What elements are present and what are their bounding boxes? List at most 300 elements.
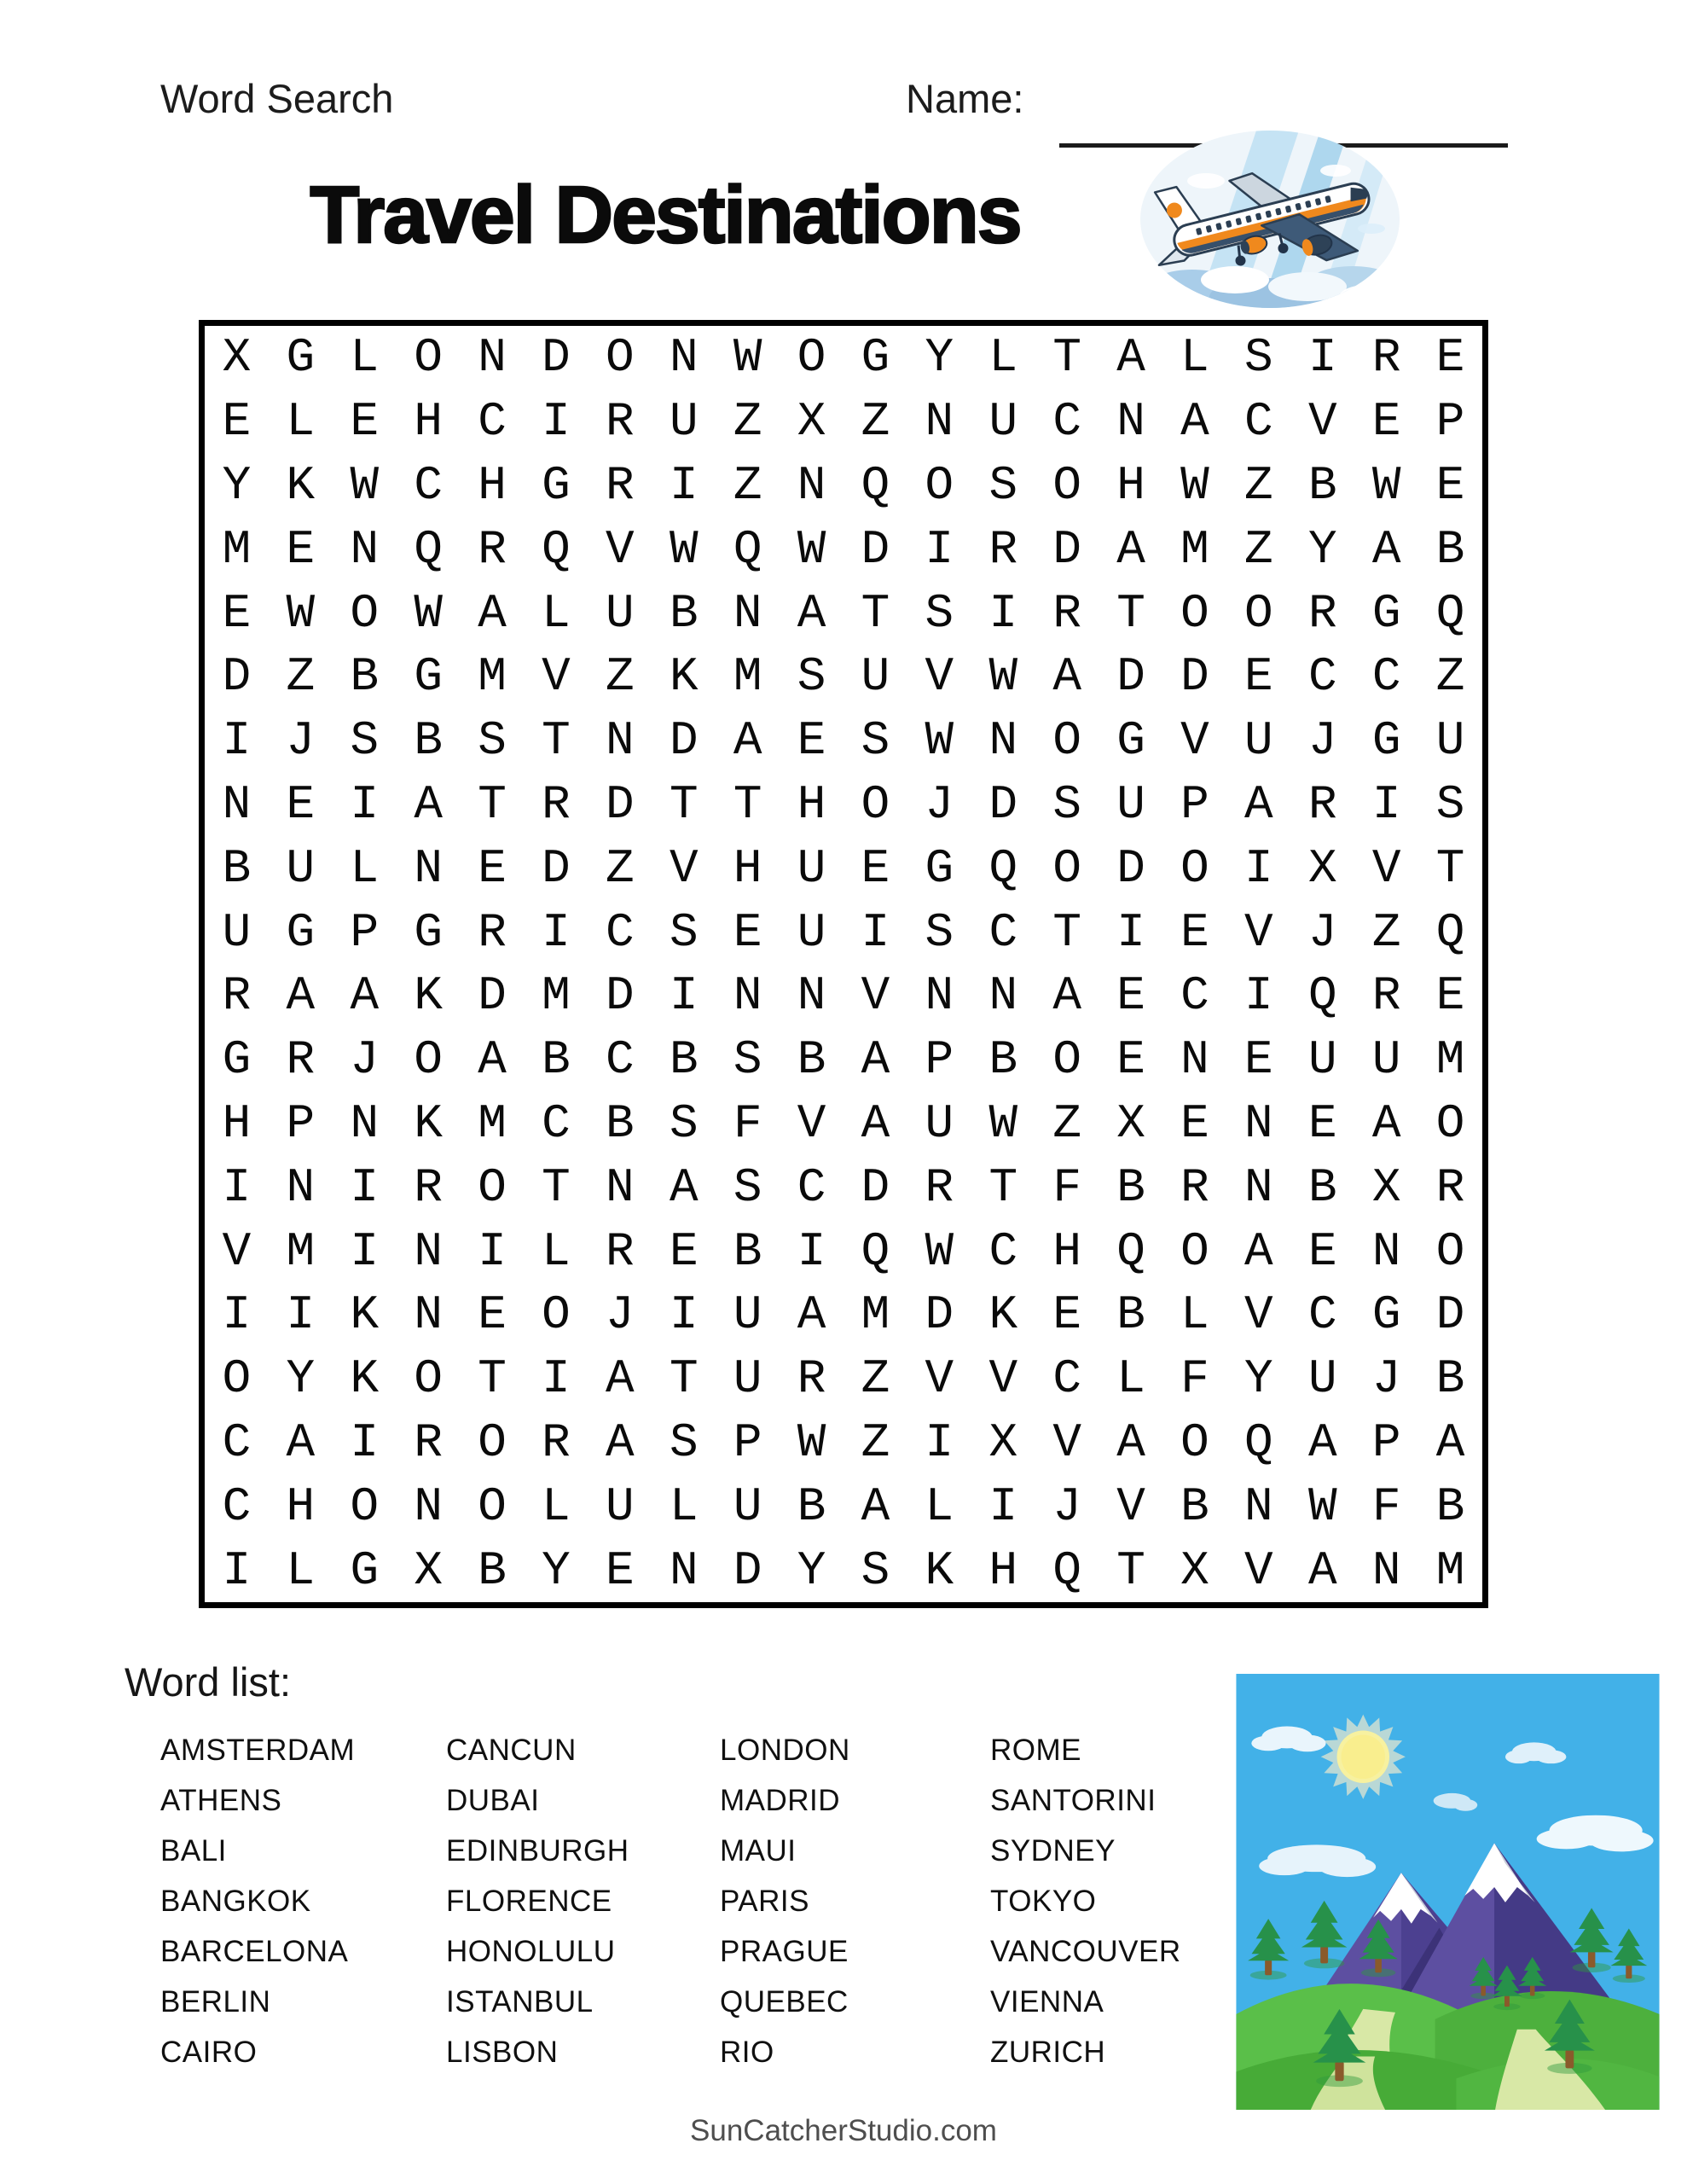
grid-letter[interactable]: L [286,394,316,450]
grid-letter[interactable]: Z [861,1351,890,1407]
grid-letter[interactable]: T [669,1351,699,1407]
grid-letter[interactable]: Y [542,1542,571,1598]
grid-letter[interactable]: U [1307,1032,1337,1088]
grid-letter[interactable]: C [1307,1287,1337,1343]
grid-letter[interactable]: Y [286,1351,316,1407]
grid-letter[interactable]: I [222,713,252,769]
grid-letter[interactable]: Q [1244,1414,1273,1470]
grid-letter[interactable]: S [925,904,954,960]
grid-letter[interactable]: D [861,521,890,577]
grid-letter[interactable]: Q [988,840,1018,896]
grid-letter[interactable]: W [733,330,762,386]
grid-letter[interactable]: R [478,521,507,577]
grid-letter[interactable]: R [414,1414,443,1470]
grid-letter[interactable]: L [925,1478,954,1534]
grid-letter[interactable]: E [1244,1032,1273,1088]
grid-letter[interactable]: B [350,649,380,705]
grid-letter[interactable]: Z [606,840,635,896]
grid-letter[interactable]: X [797,394,826,450]
grid-letter[interactable]: I [988,1478,1018,1534]
grid-letter[interactable]: R [414,1159,443,1215]
grid-letter[interactable]: E [286,521,316,577]
grid-letter[interactable]: U [733,1478,762,1534]
grid-letter[interactable]: E [733,904,762,960]
grid-letter[interactable]: V [669,840,699,896]
grid-letter[interactable]: A [1180,394,1209,450]
grid-letter[interactable]: E [1180,1095,1209,1151]
grid-letter[interactable]: I [669,968,699,1024]
grid-letter[interactable]: I [1244,968,1273,1024]
grid-letter[interactable]: P [1435,394,1465,450]
grid-letter[interactable]: M [1180,521,1209,577]
grid-letter[interactable]: N [1244,1159,1273,1215]
grid-letter[interactable]: A [1116,1414,1145,1470]
grid-letter[interactable]: Y [1244,1351,1273,1407]
grid-letter[interactable]: C [222,1478,252,1534]
grid-letter[interactable]: D [1116,649,1145,705]
grid-letter[interactable]: H [797,776,826,832]
grid-letter[interactable]: U [733,1351,762,1407]
grid-letter[interactable]: Q [542,521,571,577]
grid-letter[interactable]: S [1244,330,1273,386]
grid-letter[interactable]: B [414,713,443,769]
grid-letter[interactable]: G [286,330,316,386]
grid-letter[interactable]: S [669,1414,699,1470]
grid-letter[interactable]: G [1116,713,1145,769]
grid-letter[interactable]: A [1116,330,1145,386]
grid-letter[interactable]: B [478,1542,507,1598]
grid-letter[interactable]: C [606,1032,635,1088]
grid-letter[interactable]: B [669,1032,699,1088]
grid-letter[interactable]: E [222,394,252,450]
grid-letter[interactable]: O [1244,585,1273,641]
grid-letter[interactable]: N [478,330,507,386]
grid-letter[interactable]: M [222,521,252,577]
grid-letter[interactable]: R [606,1223,635,1279]
grid-letter[interactable]: E [1116,1032,1145,1088]
grid-letter[interactable]: C [1244,394,1273,450]
grid-letter[interactable]: O [925,457,954,513]
grid-letter[interactable]: B [1116,1159,1145,1215]
grid-letter[interactable]: O [1180,1414,1209,1470]
grid-letter[interactable]: V [1180,713,1209,769]
grid-letter[interactable]: E [286,776,316,832]
grid-letter[interactable]: S [733,1159,762,1215]
grid-letter[interactable]: O [350,1478,380,1534]
grid-letter[interactable]: Z [1244,521,1273,577]
grid-letter[interactable]: N [988,713,1018,769]
grid-letter[interactable]: J [925,776,954,832]
grid-letter[interactable]: S [988,457,1018,513]
grid-letter[interactable]: L [542,1478,571,1534]
grid-letter[interactable]: A [478,1032,507,1088]
grid-letter[interactable]: A [286,968,316,1024]
grid-letter[interactable]: J [1307,713,1337,769]
grid-letter[interactable]: J [1052,1478,1081,1534]
grid-letter[interactable]: L [1180,330,1209,386]
grid-letter[interactable]: A [733,713,762,769]
grid-letter[interactable]: V [988,1351,1018,1407]
grid-letter[interactable]: D [1435,1287,1465,1343]
grid-letter[interactable]: D [542,840,571,896]
grid-letter[interactable]: R [1307,776,1337,832]
grid-letter[interactable]: M [542,968,571,1024]
grid-letter[interactable]: O [478,1159,507,1215]
grid-letter[interactable]: E [478,840,507,896]
grid-letter[interactable]: Z [733,457,762,513]
grid-letter[interactable]: I [222,1287,252,1343]
grid-letter[interactable]: I [222,1159,252,1215]
grid-letter[interactable]: N [1371,1542,1401,1598]
grid-letter[interactable]: A [606,1414,635,1470]
grid-letter[interactable]: K [925,1542,954,1598]
grid-letter[interactable]: X [222,330,252,386]
grid-letter[interactable]: T [542,713,571,769]
grid-letter[interactable]: F [733,1095,762,1151]
grid-letter[interactable]: D [988,776,1018,832]
grid-letter[interactable]: I [925,521,954,577]
grid-letter[interactable]: L [988,330,1018,386]
grid-letter[interactable]: E [1435,968,1465,1024]
grid-letter[interactable]: M [733,649,762,705]
grid-letter[interactable]: E [478,1287,507,1343]
grid-letter[interactable]: G [1371,585,1401,641]
grid-letter[interactable]: Q [733,521,762,577]
grid-letter[interactable]: G [350,1542,380,1598]
grid-letter[interactable]: B [1307,1159,1337,1215]
grid-letter[interactable]: A [797,1287,826,1343]
grid-letter[interactable]: D [861,1159,890,1215]
grid-letter[interactable]: R [478,904,507,960]
grid-letter[interactable]: W [1180,457,1209,513]
grid-letter[interactable]: R [286,1032,316,1088]
grid-letter[interactable]: V [1371,840,1401,896]
grid-letter[interactable]: C [988,904,1018,960]
grid-letter[interactable]: H [478,457,507,513]
grid-letter[interactable]: S [1435,776,1465,832]
grid-letter[interactable]: D [606,968,635,1024]
grid-letter[interactable]: Q [414,521,443,577]
grid-letter[interactable]: B [1180,1478,1209,1534]
grid-letter[interactable]: R [1052,585,1081,641]
grid-letter[interactable]: I [925,1414,954,1470]
grid-letter[interactable]: K [988,1287,1018,1343]
grid-letter[interactable]: R [1435,1159,1465,1215]
grid-letter[interactable]: X [1180,1542,1209,1598]
grid-letter[interactable]: L [1116,1351,1145,1407]
grid-letter[interactable]: H [733,840,762,896]
grid-letter[interactable]: R [1371,330,1401,386]
grid-letter[interactable]: B [1435,1351,1465,1407]
grid-letter[interactable]: N [669,330,699,386]
grid-letter[interactable]: Z [861,394,890,450]
grid-letter[interactable]: V [222,1223,252,1279]
grid-letter[interactable]: D [222,649,252,705]
grid-letter[interactable]: A [1244,1223,1273,1279]
grid-letter[interactable]: I [1371,776,1401,832]
grid-letter[interactable]: N [1244,1095,1273,1151]
grid-letter[interactable]: Z [861,1414,890,1470]
grid-letter[interactable]: E [1180,904,1209,960]
grid-letter[interactable]: U [1435,713,1465,769]
grid-letter[interactable]: E [350,394,380,450]
grid-letter[interactable]: C [1307,649,1337,705]
grid-letter[interactable]: A [1435,1414,1465,1470]
grid-letter[interactable]: I [222,1542,252,1598]
grid-letter[interactable]: B [733,1223,762,1279]
grid-letter[interactable]: T [1052,904,1081,960]
grid-letter[interactable]: T [1116,1542,1145,1598]
grid-letter[interactable]: C [414,457,443,513]
grid-letter[interactable]: X [988,1414,1018,1470]
grid-letter[interactable]: U [606,1478,635,1534]
grid-letter[interactable]: P [286,1095,316,1151]
grid-letter[interactable]: D [669,713,699,769]
grid-letter[interactable]: S [925,585,954,641]
grid-letter[interactable]: C [988,1223,1018,1279]
grid-letter[interactable]: U [222,904,252,960]
grid-letter[interactable]: V [1244,1287,1273,1343]
grid-letter[interactable]: F [1371,1478,1401,1534]
word-search-grid[interactable] [199,320,1488,1608]
grid-letter[interactable]: S [861,713,890,769]
grid-letter[interactable]: Z [1371,904,1401,960]
grid-letter[interactable]: U [669,394,699,450]
grid-letter[interactable]: U [861,649,890,705]
grid-letter[interactable]: U [988,394,1018,450]
grid-letter[interactable]: C [1052,394,1081,450]
grid-letter[interactable]: A [414,776,443,832]
grid-letter[interactable]: W [1371,457,1401,513]
grid-letter[interactable]: O [478,1414,507,1470]
grid-letter[interactable]: E [1307,1223,1337,1279]
grid-letter[interactable]: O [478,1478,507,1534]
grid-letter[interactable]: S [478,713,507,769]
grid-letter[interactable]: I [861,904,890,960]
grid-letter[interactable]: I [1244,840,1273,896]
grid-letter[interactable]: H [1116,457,1145,513]
grid-letter[interactable]: N [414,1223,443,1279]
grid-letter[interactable]: R [542,776,571,832]
grid-letter[interactable]: C [606,904,635,960]
grid-letter[interactable]: O [414,1351,443,1407]
grid-letter[interactable]: J [606,1287,635,1343]
grid-letter[interactable]: H [988,1542,1018,1598]
grid-letter[interactable]: B [797,1478,826,1534]
grid-letter[interactable]: W [669,521,699,577]
grid-letter[interactable]: K [350,1351,380,1407]
grid-letter[interactable]: U [1244,713,1273,769]
grid-letter[interactable]: V [1116,1478,1145,1534]
grid-letter[interactable]: Q [1052,1542,1081,1598]
grid-letter[interactable]: R [542,1414,571,1470]
grid-letter[interactable]: U [1307,1351,1337,1407]
grid-letter[interactable]: O [1435,1223,1465,1279]
grid-letter[interactable]: G [861,330,890,386]
grid-letter[interactable]: I [669,1287,699,1343]
grid-letter[interactable]: N [988,968,1018,1024]
grid-letter[interactable]: O [350,585,380,641]
grid-letter[interactable]: B [669,585,699,641]
grid-letter[interactable]: Q [861,457,890,513]
grid-letter[interactable]: E [1435,330,1465,386]
grid-letter[interactable]: O [1180,1223,1209,1279]
grid-letter[interactable]: W [988,1095,1018,1151]
grid-letter[interactable]: E [1371,394,1401,450]
grid-letter[interactable]: J [1307,904,1337,960]
grid-letter[interactable]: O [542,1287,571,1343]
grid-letter[interactable]: V [1307,394,1337,450]
grid-letter[interactable]: H [286,1478,316,1534]
grid-letter[interactable]: I [1307,330,1337,386]
grid-letter[interactable]: M [286,1223,316,1279]
grid-letter[interactable]: N [606,1159,635,1215]
grid-letter[interactable]: T [861,585,890,641]
grid-letter[interactable]: X [1371,1159,1401,1215]
grid-letter[interactable]: O [1180,585,1209,641]
grid-letter[interactable]: N [1371,1223,1401,1279]
grid-letter[interactable]: N [669,1542,699,1598]
grid-letter[interactable]: G [414,904,443,960]
grid-letter[interactable]: J [1371,1351,1401,1407]
grid-letter[interactable]: O [861,776,890,832]
grid-letter[interactable]: G [1371,1287,1401,1343]
grid-letter[interactable]: O [797,330,826,386]
grid-letter[interactable]: L [542,1223,571,1279]
grid-letter[interactable]: I [797,1223,826,1279]
grid-letter[interactable]: N [733,968,762,1024]
grid-letter[interactable]: O [1052,713,1081,769]
grid-letter[interactable]: W [925,713,954,769]
grid-letter[interactable]: Z [606,649,635,705]
grid-letter[interactable]: U [1371,1032,1401,1088]
grid-letter[interactable]: V [1052,1414,1081,1470]
grid-letter[interactable]: T [478,776,507,832]
grid-letter[interactable]: A [1116,521,1145,577]
grid-letter[interactable]: O [1052,840,1081,896]
grid-letter[interactable]: D [478,968,507,1024]
grid-letter[interactable]: A [669,1159,699,1215]
grid-letter[interactable]: D [925,1287,954,1343]
grid-letter[interactable]: N [1244,1478,1273,1534]
grid-letter[interactable]: A [350,968,380,1024]
grid-letter[interactable]: R [988,521,1018,577]
grid-letter[interactable]: R [222,968,252,1024]
grid-letter[interactable]: E [606,1542,635,1598]
grid-letter[interactable]: W [988,649,1018,705]
grid-letter[interactable]: C [1052,1351,1081,1407]
grid-letter[interactable]: B [606,1095,635,1151]
grid-letter[interactable]: C [1371,649,1401,705]
grid-letter[interactable]: T [669,776,699,832]
grid-letter[interactable]: E [861,840,890,896]
grid-letter[interactable]: A [861,1095,890,1151]
grid-letter[interactable]: Q [1116,1223,1145,1279]
grid-letter[interactable]: L [286,1542,316,1598]
grid-letter[interactable]: L [350,840,380,896]
grid-letter[interactable]: N [1116,394,1145,450]
grid-letter[interactable]: A [606,1351,635,1407]
grid-letter[interactable]: N [925,968,954,1024]
grid-letter[interactable]: N [222,776,252,832]
grid-letter[interactable]: V [925,1351,954,1407]
grid-letter[interactable]: T [478,1351,507,1407]
grid-letter[interactable]: Y [1307,521,1337,577]
grid-letter[interactable]: W [925,1223,954,1279]
grid-letter[interactable]: B [1116,1287,1145,1343]
grid-letter[interactable]: N [286,1159,316,1215]
grid-letter[interactable]: I [542,904,571,960]
grid-letter[interactable]: W [797,521,826,577]
grid-letter[interactable]: I [350,776,380,832]
grid-letter[interactable]: H [1052,1223,1081,1279]
grid-letter[interactable]: T [542,1159,571,1215]
grid-letter[interactable]: G [286,904,316,960]
grid-letter[interactable]: K [414,1095,443,1151]
grid-letter[interactable]: U [797,904,826,960]
grid-letter[interactable]: N [925,394,954,450]
grid-letter[interactable]: A [478,585,507,641]
grid-letter[interactable]: X [1307,840,1337,896]
grid-letter[interactable]: S [669,1095,699,1151]
grid-letter[interactable]: E [797,713,826,769]
grid-letter[interactable]: D [1180,649,1209,705]
grid-letter[interactable]: I [669,457,699,513]
grid-letter[interactable]: B [1307,457,1337,513]
grid-letter[interactable]: D [1052,521,1081,577]
grid-letter[interactable]: N [606,713,635,769]
grid-letter[interactable]: N [414,840,443,896]
grid-letter[interactable]: A [1052,649,1081,705]
grid-letter[interactable]: J [350,1032,380,1088]
grid-letter[interactable]: B [988,1032,1018,1088]
grid-letter[interactable]: A [286,1414,316,1470]
grid-letter[interactable]: W [1307,1478,1337,1534]
grid-letter[interactable]: R [606,457,635,513]
grid-letter[interactable]: J [286,713,316,769]
grid-letter[interactable]: G [222,1032,252,1088]
grid-letter[interactable]: E [1244,649,1273,705]
grid-letter[interactable]: U [925,1095,954,1151]
grid-letter[interactable]: V [606,521,635,577]
grid-letter[interactable]: P [925,1032,954,1088]
grid-letter[interactable]: P [1180,776,1209,832]
grid-letter[interactable]: R [606,394,635,450]
grid-letter[interactable]: A [1244,776,1273,832]
grid-letter[interactable]: Y [222,457,252,513]
grid-letter[interactable]: B [1435,521,1465,577]
grid-letter[interactable]: K [286,457,316,513]
grid-letter[interactable]: O [606,330,635,386]
grid-letter[interactable]: A [1371,1095,1401,1151]
grid-letter[interactable]: V [1244,1542,1273,1598]
grid-letter[interactable]: A [1052,968,1081,1024]
grid-letter[interactable]: Z [733,394,762,450]
grid-letter[interactable]: G [925,840,954,896]
grid-letter[interactable]: B [797,1032,826,1088]
grid-letter[interactable]: A [1307,1542,1337,1598]
grid-letter[interactable]: W [286,585,316,641]
grid-letter[interactable]: W [414,585,443,641]
grid-letter[interactable]: O [222,1351,252,1407]
grid-letter[interactable]: V [542,649,571,705]
grid-letter[interactable]: A [1307,1414,1337,1470]
grid-letter[interactable]: V [797,1095,826,1151]
grid-letter[interactable]: I [542,394,571,450]
grid-letter[interactable]: T [733,776,762,832]
grid-letter[interactable]: H [414,394,443,450]
grid-letter[interactable]: G [542,457,571,513]
